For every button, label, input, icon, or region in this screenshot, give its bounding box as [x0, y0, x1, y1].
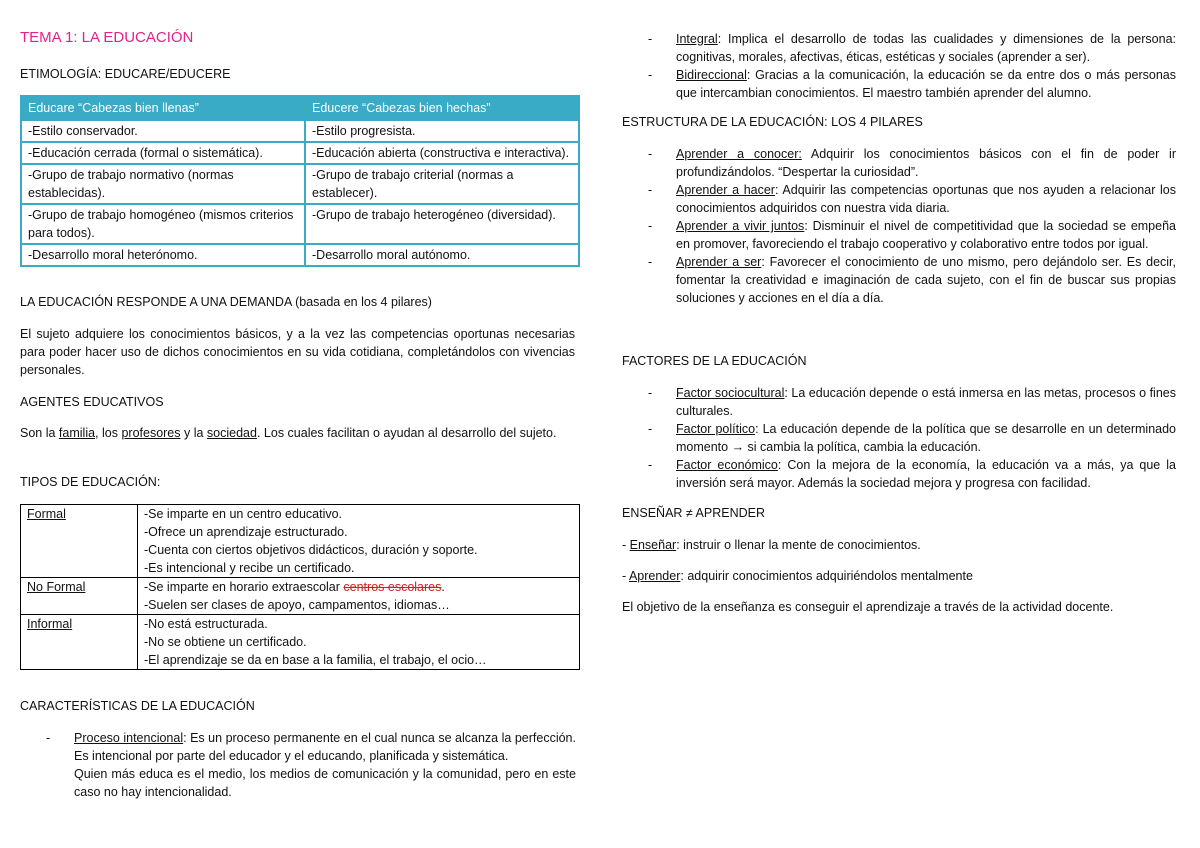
type-formal: Formal — [27, 507, 66, 521]
teach-conclusion: El objetivo de la enseñanza es conseguir el aprendizaje a través de la actividad docente. — [622, 600, 1114, 614]
list-item: -Se imparte en un centro educativo. — [144, 507, 343, 521]
pillars-list — [622, 145, 1176, 307]
list-item: -Suelen ser clases de apoyo, campamentos, idiomas… — [144, 598, 450, 612]
list-item: - Aprender a conocer: Adquirir los conocimientos básicos con el fin de poder ir profundizándolos. “Despertar la curiosidad”. — [622, 145, 1176, 181]
list-item: - Factor sociocultural: La educación depende o está inmersa en las metas, procesos o fines culturales. — [622, 384, 1176, 420]
table-cell: -Grupo de trabajo homogéneo (mismos criterios para todos). — [21, 204, 305, 244]
table-cell: -Grupo de trabajo normativo (normas establecidas). — [21, 164, 305, 204]
types-heading: TIPOS DE EDUCACIÓN: — [20, 475, 161, 489]
list-item: -Cuenta con ciertos objetivos didácticos, duración y soporte. — [144, 543, 478, 557]
table-cell: -Grupo de trabajo criterial (normas a establecer). — [305, 164, 579, 204]
table-cell: -Estilo conservador. — [21, 120, 305, 142]
list-item: - Bidireccional: Gracias a la comunicación, la educación se da entre dos o más personas que intercambian conocimientos. El maestro también aprender del alumno. — [622, 66, 1176, 102]
type-informal: Informal — [27, 617, 73, 631]
table-row — [21, 505, 580, 578]
agent-family: familia — [58, 426, 96, 440]
characteristics-list — [20, 729, 576, 801]
list-item: - Aprender a vivir juntos: Disminuir el nivel de competitividad que la sociedad se empeña en promover, favoreciendo el trabajo cooperativo y colaborativo entre todos por igual. — [622, 217, 1176, 253]
table-row — [21, 204, 579, 244]
characteristics-list-cont — [622, 30, 1176, 102]
table-row — [21, 578, 580, 615]
teach-heading: ENSEÑAR ≠ APRENDER — [622, 506, 766, 520]
list-item: - Aprender a hacer: Adquirir las competencias oportunas que nos ayuden a relacionar los conocimientos adquiridos con nuestra vida diaria. — [622, 181, 1176, 217]
table-cell: -Desarrollo moral heterónomo. — [21, 244, 305, 266]
characteristics-heading: CARACTERÍSTICAS DE LA EDUCACIÓN — [20, 699, 255, 713]
demand-text: El sujeto adquiere los conocimientos básicos, y a la vez las competencias oportunas necesarias para poder hacer uso de dichos conocimientos en su vida cotidiana, completándolos con vivencias personales. — [20, 327, 575, 377]
list-item: - Aprender a ser: Favorecer el conocimiento de uno mismo, pero dejándolo ser. Es decir, fomentar la creatividad e imaginación de cada sujeto, con el fin de buscar sus propias soluciones y acciones en el día a día. — [622, 253, 1176, 307]
list-item: -El aprendizaje se da en base a la familia, el trabajo, el ocio… — [144, 653, 487, 667]
table-cell: -Grupo de trabajo heterogéneo (diversidad). — [305, 204, 579, 244]
etymology-table — [20, 95, 580, 267]
factors-list — [622, 384, 1176, 492]
table-cell: -Educación cerrada (formal o sistemática). — [21, 142, 305, 164]
agents-heading: AGENTES EDUCATIVOS — [20, 395, 164, 409]
table-cell: -Educación abierta (constructiva e interactiva). — [305, 142, 579, 164]
learn-definition: - Aprender: adquirir conocimientos adquiriéndolos mentalmente — [622, 569, 973, 583]
list-item: - Factor político: La educación depende de la política que se desarrolle en un determinado momento → si cambia la política, cambia la educación. — [622, 420, 1176, 456]
demand-heading: LA EDUCACIÓN RESPONDE A UNA DEMANDA (basada en los 4 pilares) — [20, 295, 432, 309]
table-row — [21, 615, 580, 670]
agents-text: Son la familia, los profesores y la sociedad. Los cuales facilitan o ayudan al desarrollo del sujeto. — [20, 426, 557, 440]
table-header: Educere “Cabezas bien hechas” — [305, 96, 579, 120]
pillars-heading: ESTRUCTURA DE LA EDUCACIÓN: LOS 4 PILARES — [622, 115, 923, 129]
list-item: -No se obtiene un certificado. — [144, 635, 307, 649]
agent-society: sociedad — [206, 426, 257, 440]
type-noformal: No Formal — [27, 580, 86, 594]
list-item: -No está estructurada. — [144, 617, 268, 631]
list-item: -Ofrece un aprendizaje estructurado. — [144, 525, 348, 539]
list-item: - Integral: Implica el desarrollo de todas las cualidades y dimensiones de la persona: cognitivas, morales, afectivas, éticas, estéticas y sociales (aprender a ser). — [622, 30, 1176, 66]
table-cell: -Desarrollo moral autónomo. — [305, 244, 579, 266]
table-row — [21, 164, 579, 204]
table-row — [21, 120, 579, 142]
list-item: -Es intencional y recibe un certificado. — [144, 561, 355, 575]
list-item: - Factor económico: Con la mejora de la economía, la educación va a más, ya que la inversión será mayor. Además la sociedad mejora y progresa con facilidad. — [622, 456, 1176, 492]
table-row — [21, 142, 579, 164]
table-header: Educare “Cabezas bien llenas” — [21, 96, 305, 120]
etymology-heading: ETIMOLOGÍA: EDUCARE/EDUCERE — [20, 67, 231, 81]
list-item: - Proceso intencional: Es un proceso permanente en el cual nunca se alcanza la perfección. Es intencional por parte del educador y el educando, planificada y sistemática. Quien más educa es el medio, los medios de comunicación y la comunidad, pero en este caso no hay intencionalidad. — [20, 729, 576, 801]
agent-teachers: profesores — [121, 426, 181, 440]
types-table — [20, 504, 580, 670]
table-row — [21, 244, 579, 266]
list-item: -Se imparte en horario extraescolar centros escolares. — [144, 580, 445, 594]
struck-text: centros escolares — [343, 580, 442, 594]
teach-definition: - Enseñar: instruir o llenar la mente de conocimientos. — [622, 538, 921, 552]
page-title: TEMA 1: LA EDUCACIÓN — [20, 29, 194, 46]
factors-heading: FACTORES DE LA EDUCACIÓN — [622, 354, 807, 368]
table-cell: -Estilo progresista. — [305, 120, 579, 142]
